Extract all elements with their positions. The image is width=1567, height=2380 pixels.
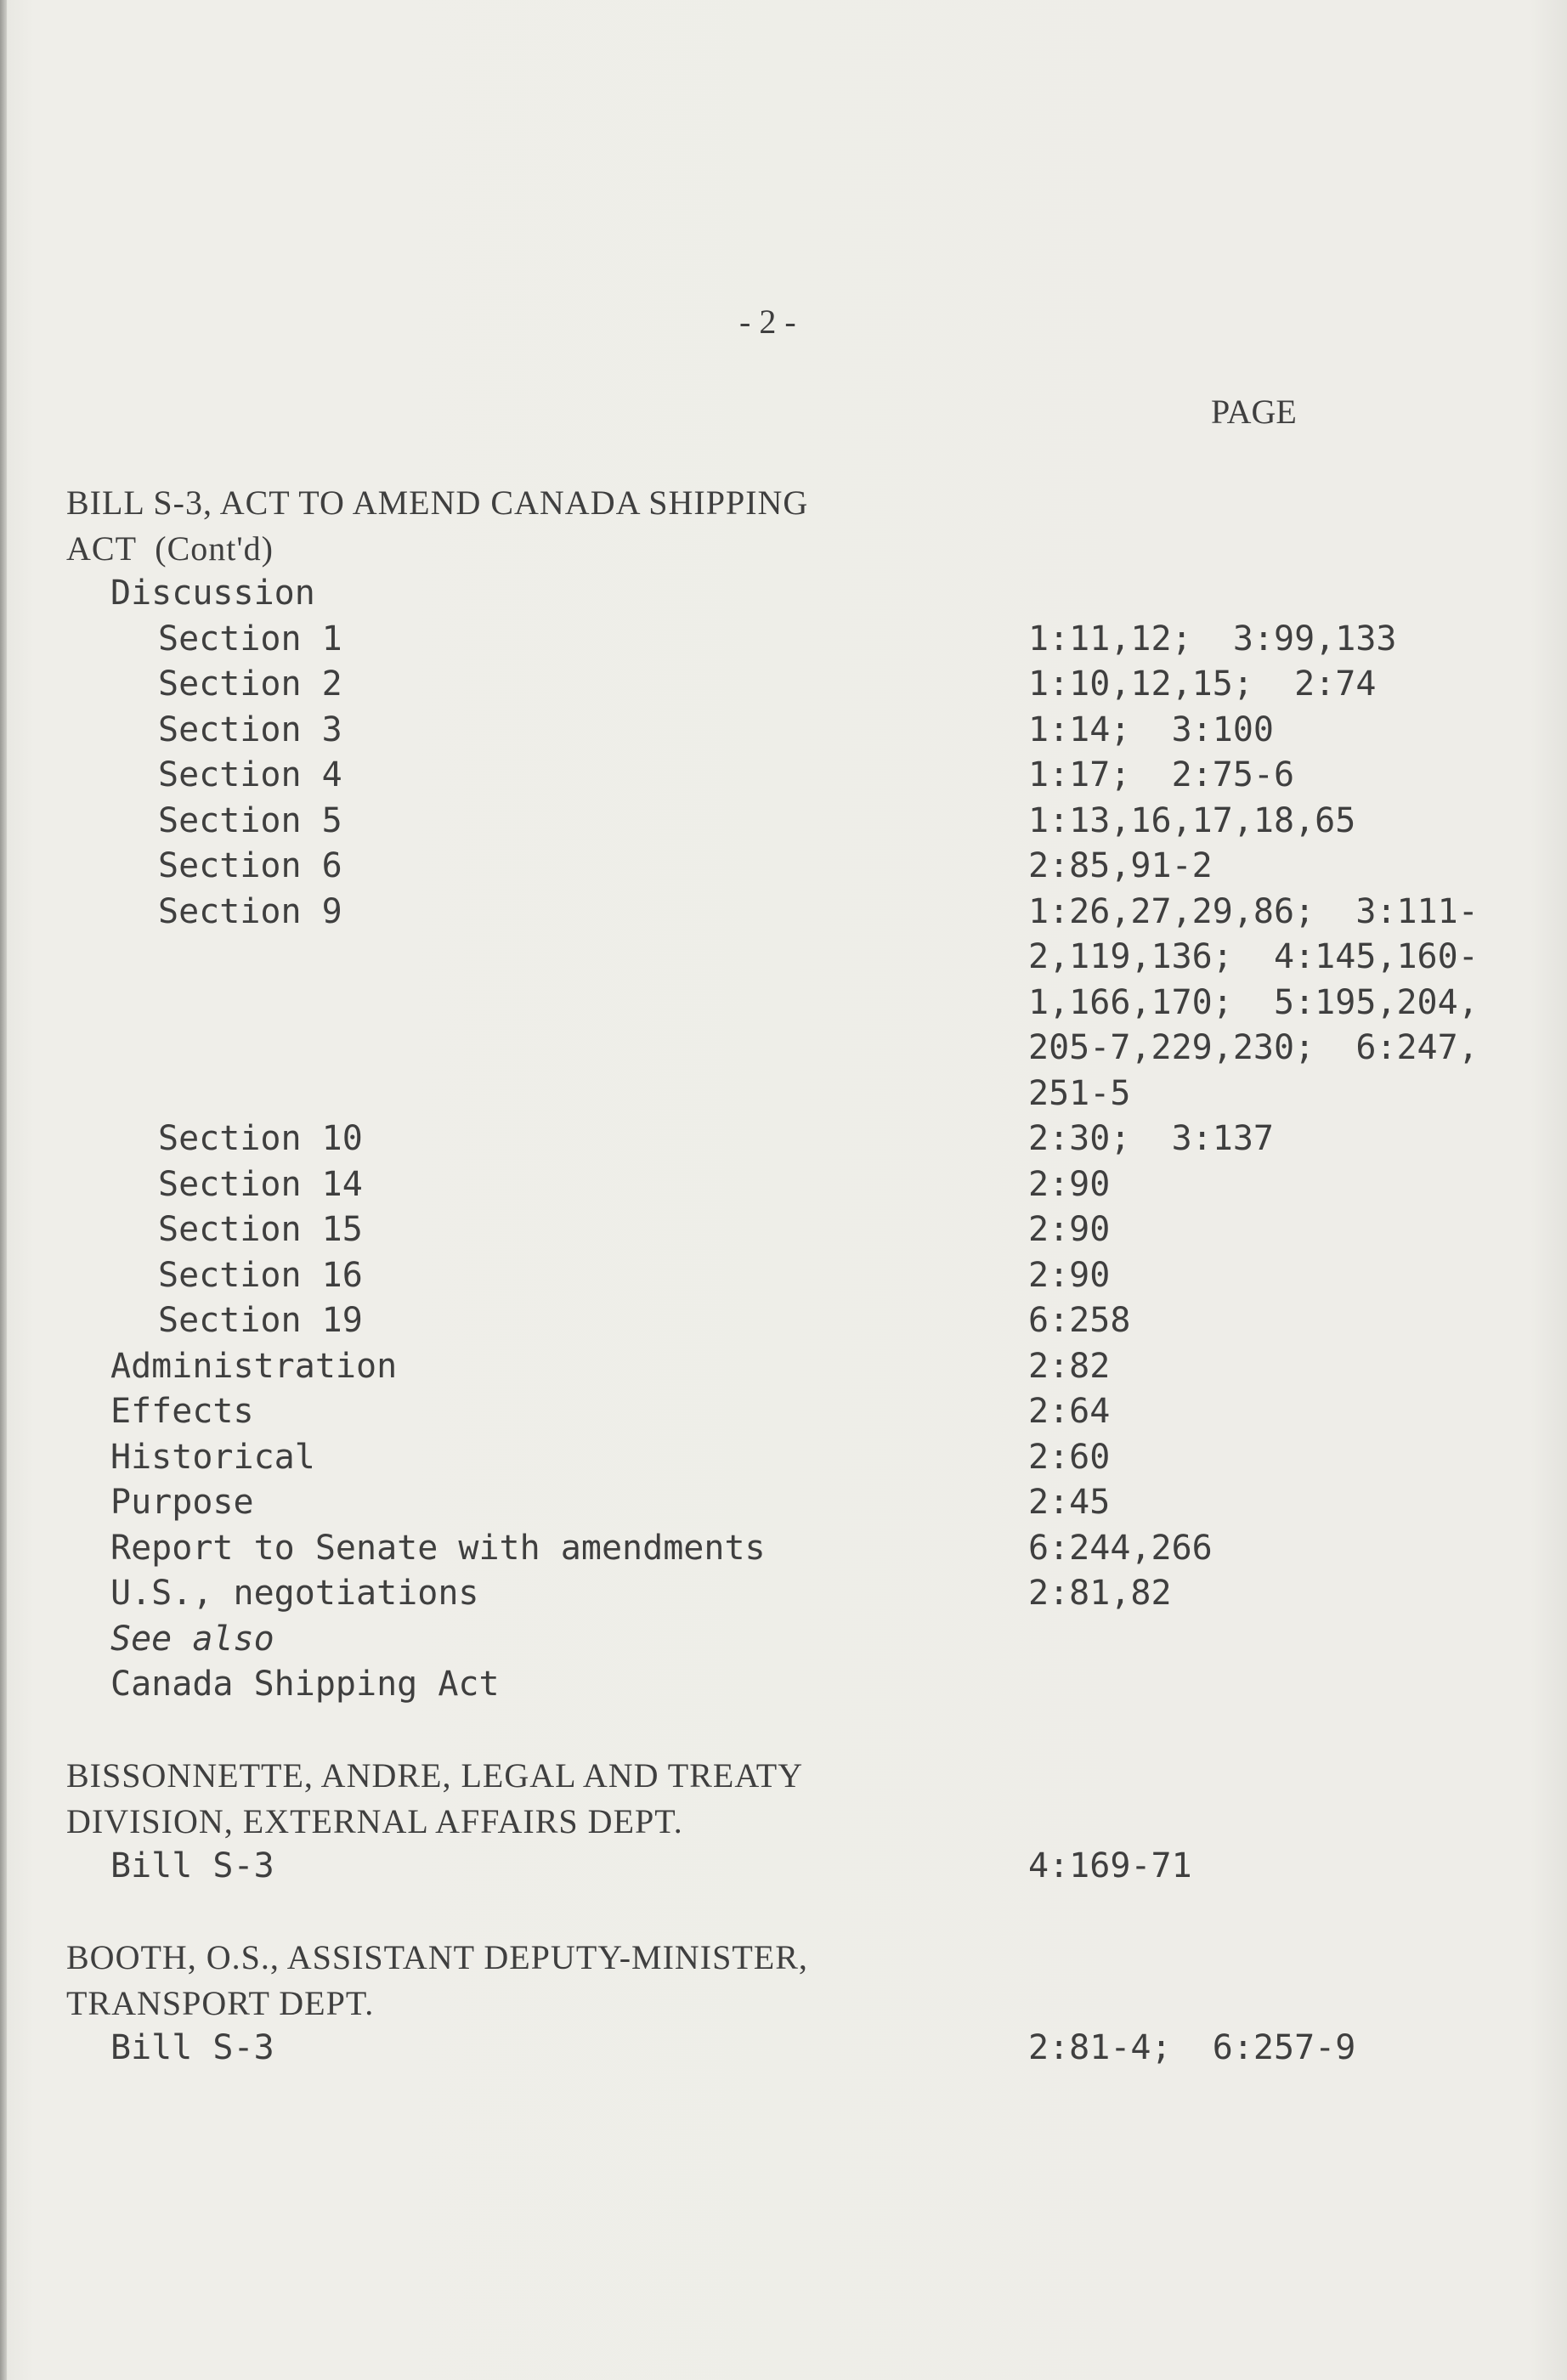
index-entry-row	[0, 617, 1567, 663]
page-reference: 2,119,136; 4:145,160-	[1028, 937, 1479, 976]
index-term: Report to Senate with amendments	[110, 1528, 766, 1568]
index-entry-row	[0, 844, 1567, 890]
page-reference: 1:17; 2:75-6	[1028, 755, 1295, 794]
index-term: Bill S-3	[110, 2028, 274, 2067]
index-entry-row	[0, 1389, 1567, 1435]
index-entry-row	[0, 1162, 1567, 1208]
blank-line	[0, 1890, 1567, 1936]
index-entry-row	[0, 1026, 1567, 1071]
page-reference: 2:81,82	[1028, 1574, 1172, 1613]
page-reference: 2:82	[1028, 1346, 1111, 1386]
index-term: Section 5	[158, 800, 342, 840]
page-reference: 6:258	[1028, 1301, 1131, 1340]
index-term: Section 19	[158, 1301, 363, 1340]
index-entry-row	[0, 1844, 1567, 1890]
index-entry-row	[0, 480, 1567, 526]
index-entry-row	[0, 935, 1567, 981]
index-entry-row	[0, 2026, 1567, 2072]
page-column-header: PAGE	[1211, 393, 1297, 431]
index-entry-row	[0, 753, 1567, 799]
index-entry-row	[0, 1117, 1567, 1162]
page-reference: 2:90	[1028, 1210, 1111, 1249]
index-term: Effects	[110, 1392, 254, 1431]
index-entry-row	[0, 662, 1567, 708]
index-entry-row	[0, 1480, 1567, 1526]
index-entry-row	[0, 708, 1567, 754]
index-term: Section 15	[158, 1210, 363, 1249]
page-reference: 2:60	[1028, 1437, 1111, 1477]
page-reference: 1:10,12,15; 2:74	[1028, 664, 1377, 704]
index-term: Discussion	[110, 574, 315, 613]
page-reference: 2:45	[1028, 1483, 1111, 1522]
index-entry-row	[0, 1435, 1567, 1481]
index-entry-row	[0, 1981, 1567, 2027]
page-reference: 2:90	[1028, 1255, 1111, 1295]
index-entry-row	[0, 1753, 1567, 1799]
index-entry-row	[0, 1662, 1567, 1708]
index-entry-row	[0, 890, 1567, 936]
index-term: Purpose	[110, 1483, 254, 1522]
index-entry-row	[0, 799, 1567, 845]
page-reference: 2:81-4; 6:257-9	[1028, 2028, 1356, 2067]
page-reference: 1:11,12; 3:99,133	[1028, 619, 1397, 659]
page-reference: 2:30; 3:137	[1028, 1119, 1274, 1158]
index-entry-row	[0, 1526, 1567, 1572]
page-reference: 4:169-71	[1028, 1846, 1192, 1885]
page-reference: 1,166,170; 5:195,204,	[1028, 982, 1479, 1022]
index-heading: BILL S-3, ACT TO AMEND CANADA SHIPPING	[66, 483, 809, 522]
index-entry-row	[0, 1571, 1567, 1617]
index-entry-row	[0, 981, 1567, 1026]
index-heading: TRANSPORT DEPT.	[66, 1983, 375, 2022]
blank-line	[0, 1708, 1567, 1754]
index-heading: DIVISION, EXTERNAL AFFAIRS DEPT.	[66, 1801, 683, 1840]
index-term: Bill S-3	[110, 1846, 274, 1885]
index-term: Administration	[110, 1346, 398, 1386]
index-heading: ACT (Cont'd)	[66, 529, 274, 568]
page-reference: 1:13,16,17,18,65	[1028, 800, 1356, 840]
index-term: Section 3	[158, 709, 342, 749]
index-entry-row	[0, 1344, 1567, 1390]
index-term: Historical	[110, 1437, 315, 1477]
index-entry-row	[0, 1207, 1567, 1253]
page-reference: 1:26,27,29,86; 3:111-	[1028, 891, 1479, 931]
page-reference: 1:14; 3:100	[1028, 709, 1274, 749]
page-reference: 2:90	[1028, 1164, 1111, 1204]
index-entry-row	[0, 1071, 1567, 1117]
index-entry-row	[0, 1799, 1567, 1845]
index-term: Section 16	[158, 1255, 363, 1295]
index-entry-row	[0, 1935, 1567, 1981]
index-term: Section 6	[158, 846, 342, 885]
page-reference: 205-7,229,230; 6:247,	[1028, 1028, 1479, 1067]
index-term: Section 1	[158, 619, 342, 659]
index-entry-row	[0, 1253, 1567, 1299]
page-reference: 2:64	[1028, 1392, 1111, 1431]
index-term: U.S., negotiations	[110, 1574, 479, 1613]
index-term: Section 10	[158, 1119, 363, 1158]
index-heading: BISSONNETTE, ANDRE, LEGAL AND TREATY	[66, 1756, 804, 1795]
index-term: Canada Shipping Act	[110, 1665, 500, 1704]
index-term: Section 2	[158, 664, 342, 704]
page-number: - 2 -	[739, 302, 796, 341]
page-reference: 6:244,266	[1028, 1528, 1213, 1568]
index-entry-row	[0, 571, 1567, 617]
page-reference: 2:85,91-2	[1028, 846, 1213, 885]
index-term: See also	[110, 1619, 274, 1659]
index-heading: BOOTH, O.S., ASSISTANT DEPUTY-MINISTER,	[66, 1938, 808, 1976]
page-reference: 251-5	[1028, 1073, 1131, 1113]
index-entry-row	[0, 1617, 1567, 1663]
index-term: Section 4	[158, 755, 342, 794]
index-term: Section 14	[158, 1164, 363, 1204]
index-entry-row	[0, 1298, 1567, 1344]
index-entry-row	[0, 526, 1567, 572]
index-term: Section 9	[158, 891, 342, 931]
